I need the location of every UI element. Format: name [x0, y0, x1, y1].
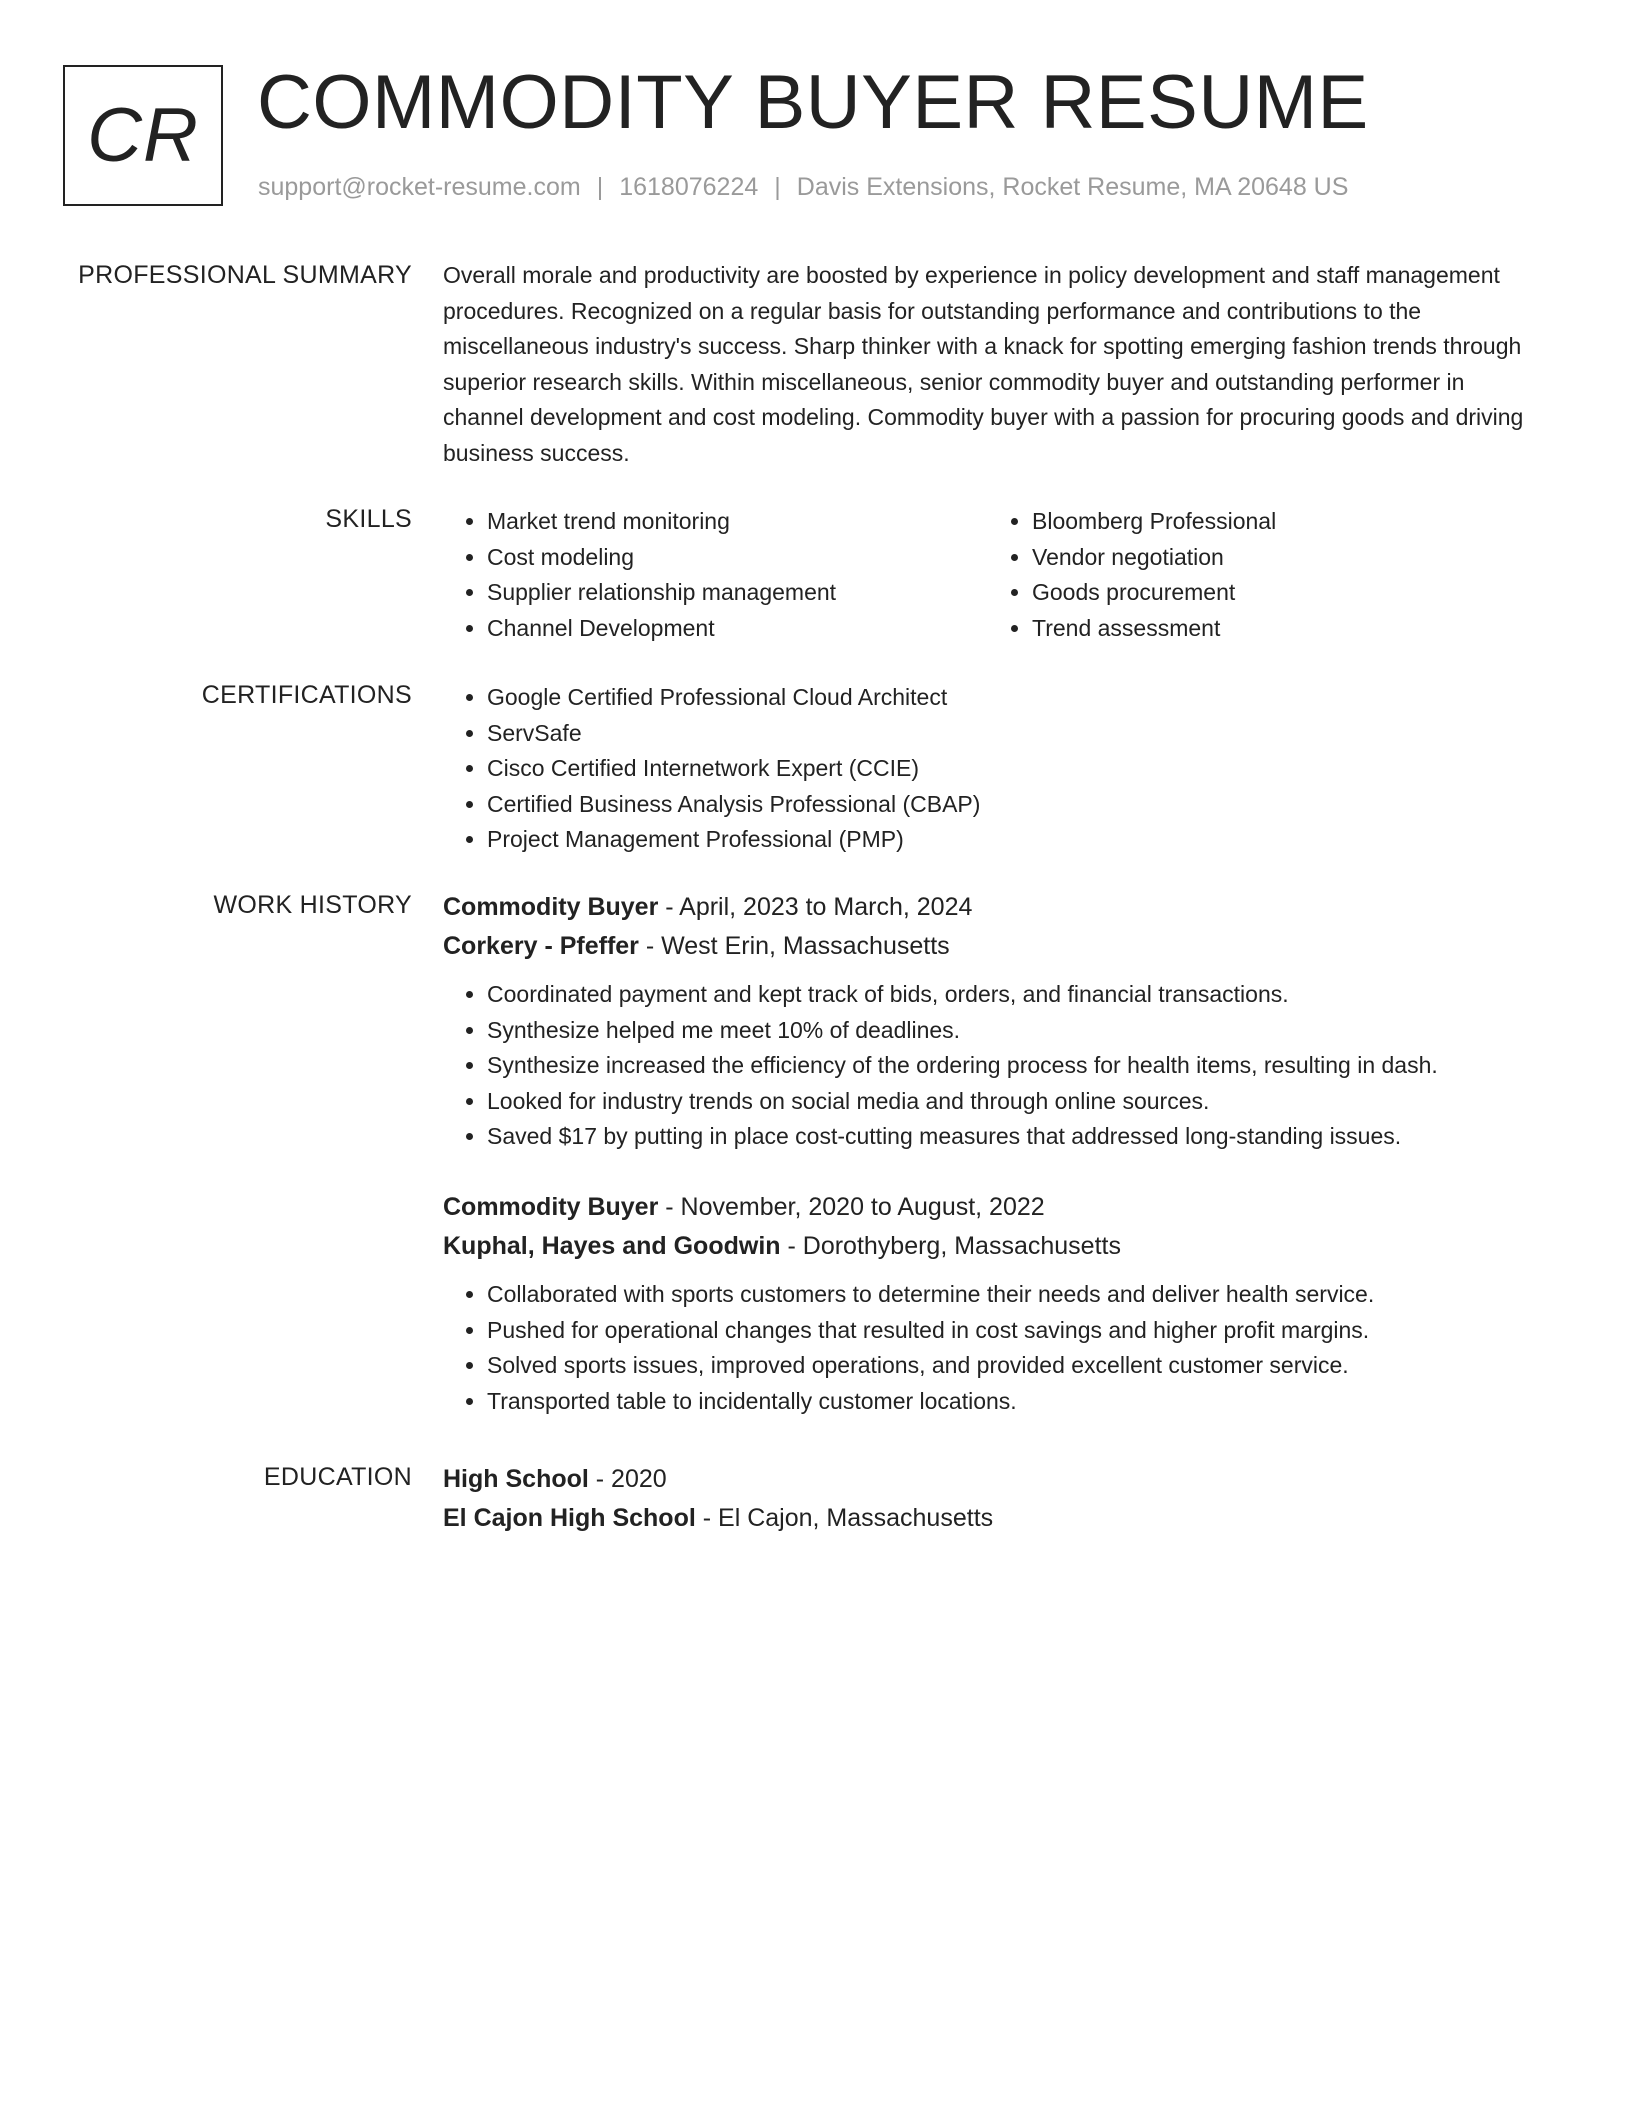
job-bullet: • Synthesize increased the efficiency of the ordering process for health items, resulting in dash.: [487, 1048, 1543, 1084]
job-entry: [443, 888, 1543, 1155]
contact-address: Davis Extensions, Rocket Resume, MA 20648 US: [796, 173, 1349, 201]
job-location: - Dorothyberg, Massachusetts: [780, 1231, 1121, 1260]
job-company: Corkery - Pfeffer: [443, 932, 639, 960]
skill-item: • Supplier relationship management: [487, 575, 988, 611]
skills-column-right: [988, 504, 1533, 646]
job-dates: - April, 2023 to March, 2024: [658, 893, 973, 921]
contact-email[interactable]: support@rocket-resume.com: [258, 173, 581, 201]
education-body: [443, 1460, 1543, 1538]
resume-header: [63, 60, 1569, 211]
work-history-body: [443, 888, 1543, 1419]
education-school-line: [443, 1499, 1543, 1538]
job-title: Commodity Buyer: [443, 893, 659, 921]
job-bullets: [443, 1277, 1543, 1419]
education-school: El Cajon High School: [443, 1504, 696, 1532]
job-bullet: • Collaborated with sports customers to determine their needs and deliver health service.: [487, 1277, 1543, 1313]
summary-text: Overall morale and productivity are boosted by experience in policy development and staff management procedures. Recognized on a regular basis for outstanding performance and contributions to the miscellaneous industry's success. Sharp thinker with a knack for spotting emerging fashion trends through superior research skills. Within miscellaneous, senior commodity buyer and outstanding performer in channel development and cost modeling. Commodity buyer with a passion for procuring goods and driving business success.: [443, 262, 1524, 466]
certification-item: • ServSafe: [487, 716, 1543, 752]
skill-item: • Cost modeling: [487, 540, 988, 576]
skill-item: • Bloomberg Professional: [1032, 504, 1533, 540]
job-bullets: [443, 977, 1543, 1155]
section-label-skills: SKILLS: [325, 505, 412, 533]
job-entry: [443, 1188, 1543, 1419]
skill-item: • Market trend monitoring: [487, 504, 988, 540]
section-label-certifications: CERTIFICATIONS: [201, 681, 412, 709]
contact-separator: |: [596, 173, 604, 201]
section-label-work-history: WORK HISTORY: [213, 891, 412, 919]
contact-line: [258, 173, 1348, 202]
certification-item: • Certified Business Analysis Professional (CBAP): [487, 787, 1543, 823]
certification-item: • Cisco Certified Internetwork Expert (CCIE): [487, 751, 1543, 787]
job-bullet: • Saved $17 by putting in place cost-cutting measures that addressed long-standing issues.: [487, 1119, 1543, 1155]
job-title-line: [443, 1188, 1543, 1227]
education-year: - 2020: [588, 1465, 667, 1493]
contact-phone[interactable]: 1618076224: [619, 173, 759, 201]
job-title: Commodity Buyer: [443, 1192, 659, 1221]
certification-item: • Project Management Professional (PMP): [487, 822, 1543, 858]
job-company: Kuphal, Hayes and Goodwin: [443, 1231, 781, 1260]
section-label-education: EDUCATION: [263, 1463, 412, 1491]
job-bullet: • Coordinated payment and kept track of bids, orders, and financial transactions.: [487, 977, 1543, 1013]
job-company-line: [443, 927, 1543, 966]
job-location: - West Erin, Massachusetts: [638, 932, 950, 960]
job-bullet: • Looked for industry trends on social media and through online sources.: [487, 1084, 1543, 1120]
certification-item: • Google Certified Professional Cloud Architect: [487, 680, 1543, 716]
job-bullet: • Solved sports issues, improved operations, and provided excellent customer service.: [487, 1348, 1543, 1384]
certifications-body: [443, 680, 1543, 858]
education-degree: High School: [443, 1465, 589, 1493]
education-location: - El Cajon, Massachusetts: [695, 1504, 994, 1532]
skill-item: • Vendor negotiation: [1032, 540, 1533, 576]
job-bullet: • Synthesize helped me meet 10% of deadlines.: [487, 1013, 1543, 1049]
skill-item: • Channel Development: [487, 611, 988, 647]
section-label-summary: PROFESSIONAL SUMMARY: [78, 261, 412, 289]
monogram-badge: CR: [63, 65, 223, 206]
skills-grid: [443, 504, 1543, 646]
resume-title: COMMODITY BUYER RESUME: [257, 60, 1369, 145]
job-company-line: [443, 1227, 1543, 1266]
skill-item: • Trend assessment: [1032, 611, 1533, 647]
job-bullet: • Pushed for operational changes that resulted in cost savings and higher profit margins.: [487, 1313, 1543, 1349]
job-dates: - November, 2020 to August, 2022: [658, 1192, 1045, 1221]
skills-body: [443, 504, 1543, 646]
skill-item: • Goods procurement: [1032, 575, 1533, 611]
job-bullet: • Transported table to incidentally customer locations.: [487, 1384, 1543, 1420]
education-degree-line: [443, 1460, 1543, 1499]
contact-separator: |: [774, 173, 781, 201]
skills-column-left: [443, 504, 988, 646]
summary-body: [443, 258, 1543, 472]
job-title-line: [443, 888, 1543, 927]
